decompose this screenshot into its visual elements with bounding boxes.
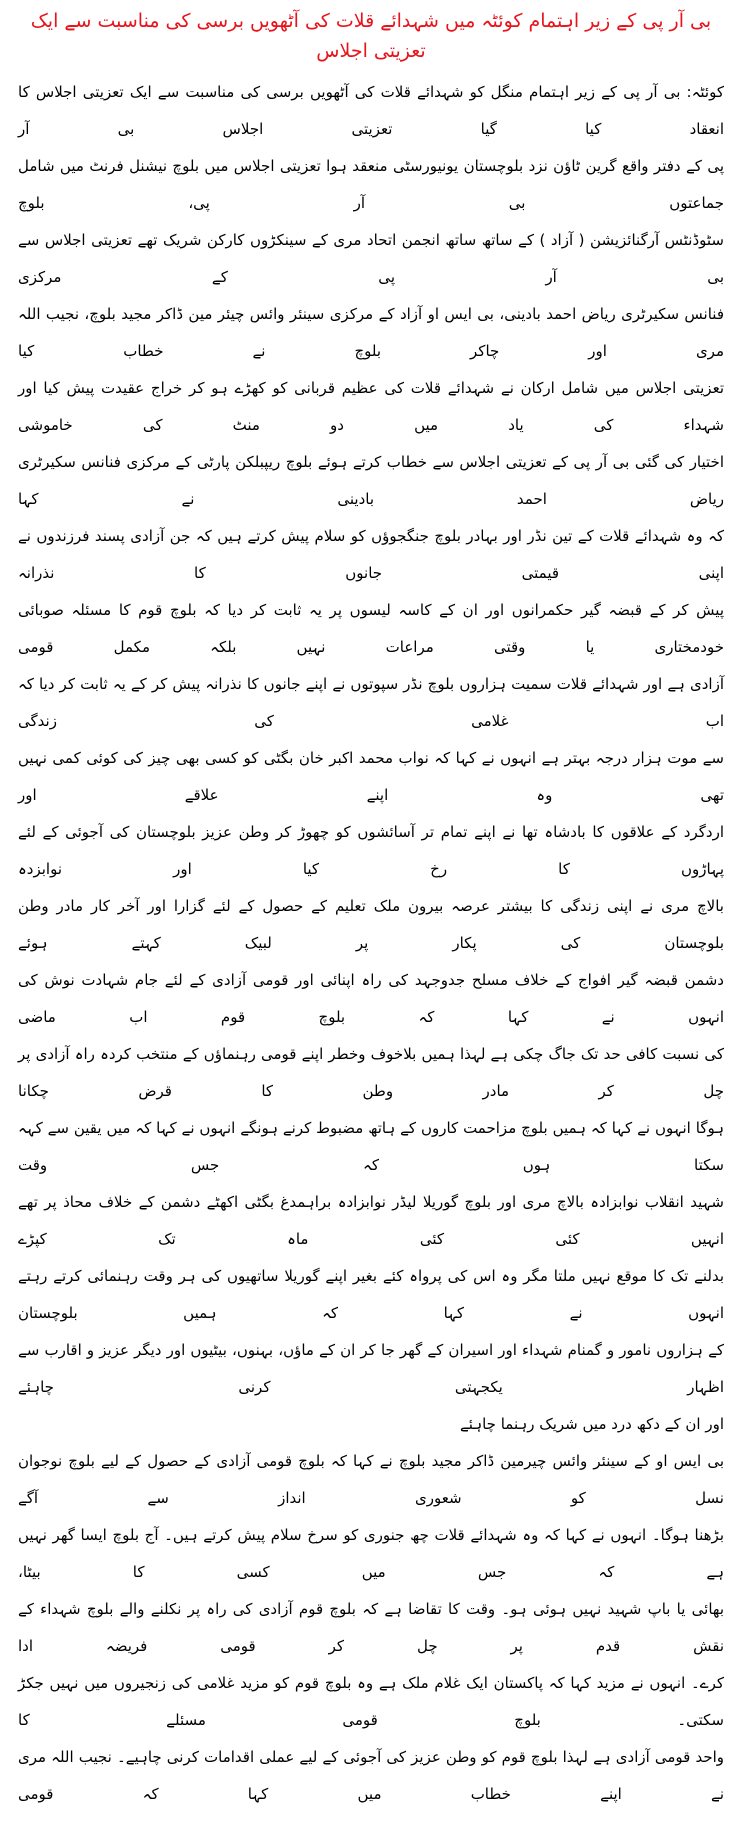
body-line: سٹوڈنٹس آرگنائزیشن ( آزاد ) کے ساتھ ساتھ انجمن اتحاد مری کے سینکڑوں کارکن شریک تھے تعزیتی اجلاس سے بی آر پی کے مرکزی — [18, 231, 724, 286]
body-line: بی ایس او کے سینئر وائس چیرمین ڈاکر مجید بلوچ نے کہا کہ بلوچ قومی آزادی کے حصول کے لیے بلوچ نوجوان نسل کو شعوری انداز سے آگے — [18, 1452, 724, 1507]
body-line: بڑھنا ہوگا۔ انہوں نے کہا کہ وہ شہدائے قلات چھ جنوری کو سرخ سلام پیش کرتے ہیں۔ آج بلوچ ایسا گھر نہیں ہے کہ جس میں کسی کا بیٹا، — [18, 1526, 724, 1581]
body-line: بالاچ مری نے اپنی زندگی کا بیشتر عرصہ بیرون ملک تعلیم کے حصول کے لئے گزارا اور آخر کار مادر وطن بلوچستان کی پکار پر لبیک کہتے ہوئے — [18, 897, 724, 952]
body-line: کوئٹہ: بی آر پی کے زیر اہتمام منگل کو شہدائے قلات کی آٹھویں برسی کی مناسبت سے ایک تعزیتی اجلاس کا انعقاد کیا گیا تعزیتی اجلاس بی آر — [18, 83, 724, 138]
body-line: کی نسبت کافی حد تک جاگ چکی ہے لہذا ہمیں بلاخوف وخطر اپنے قومی رہنماؤں کے منتخب کردہ راہ آزادی پر چل کر مادر وطن کا قرض چکانا — [18, 1045, 724, 1100]
body-line: اردگرد کے علاقوں کا بادشاہ تھا نے اپنے تمام تر آسائشوں کو چھوڑ کر وطن عزیز بلوچستان کی آجوئی کے لئے پہاڑوں کا رخ کیا اور نوابزدہ — [18, 823, 724, 878]
body-line: پی کے دفتر واقع گرین ٹاؤن نزد بلوچستان یونیورسٹی منعقد ہوا تعزیتی اجلاس میں بلوچ نیشنل فرنٹ میں شامل جماعتوں بی آر پی، بلوچ — [18, 157, 724, 212]
body-line: سے موت ہزار درجہ بہتر ہے انہوں نے کہا کہ نواب محمد اکبر خان بگٹی کو کسی بھی چیز کی کوئی کمی نہیں تھی وہ اپنے علاقے اور — [18, 749, 724, 804]
body-line: کرے۔ انہوں نے مزید کہا کہ پاکستان ایک غلام ملک ہے وہ بلوچ قوم کو مزید غلامی کی زنجیروں میں نہیں جکڑ سکتی۔ بلوچ قومی مسئلے کا — [18, 1674, 724, 1729]
body-line: بھائی یا باپ شہید نہیں ہوئی ہو۔ وقت کا تقاضا ہے کہ بلوچ قوم آزادی کی راہ پر نکلنے والے بلوچ شہداء کے نقش قدم پر چل کر قومی فریضہ ادا — [18, 1600, 725, 1655]
body-line: فنانس سکیرٹری ریاض احمد بادینی، بی ایس او آزاد کے مرکزی سینئر وائس چیئر مین ڈاکر مجید بلوچ، نجیب اللہ مری اور چاکر بلوچ نے خطاب کیا — [18, 305, 724, 360]
article-title: بی آر پی کے زیر اہتمام کوئٹہ میں شہدائے قلات کی آٹھویں برسی کی مناسبت سے ایک تعزیتی اجلاس — [30, 10, 712, 62]
body-line: پیش کر کے قبضہ گیر حکمرانوں اور ان کے کاسہ لیسوں پر یہ ثابت کر دیا کہ بلوچ قوم کا مسئلہ صوبائی خودمختاری یا وقتی مراعات نہیں بلکہ مکمل قومی — [18, 601, 724, 656]
body-line: بدلنے تک کا موقع نہیں ملتا مگر وہ اس کی پرواہ کئے بغیر اپنے گوریلا ساتھیوں کی ہر وقت رہنمائی کرتے رہتے انہوں نے کہا کہ ہمیں بلوچستان — [18, 1267, 724, 1322]
body-line: آزادی ہے اور شہدائے قلات سمیت ہزاروں بلوچ نڈر سپوتوں نے اپنے جانوں کا نذرانہ پیش کر کے یہ ثابت کر دیا کہ اب غلامی کی زندگی — [18, 675, 724, 730]
body-line: دشمن قبضہ گیر افواج کے خلاف مسلح جدوجہد کی راہ اپنائی اور قومی آزادی کے لئے جام شہادت نوش کی انہوں نے کہا کہ بلوچ قوم اب ماضی — [18, 971, 724, 1026]
body-line: اور ان کے دکھ درد میں شریک رہنما چاہئے — [460, 1415, 724, 1433]
body-line: ہوگا انہوں نے کہا کہ ہمیں بلوچ مزاحمت کاروں کے ہاتھ مضبوط کرنے ہونگے انہوں نے کہا کہ میں یقین سے کہہ سکتا ہوں کہ جس وقت — [18, 1119, 724, 1174]
body-line: کہ وہ شہدائے قلات کے تین نڈر اور بہادر بلوچ جنگجوؤں کو سلام پیش کرتے ہیں کہ جن آزادی پسند فرزندوں نے اپنی قیمتی جانوں کا نذرانہ — [18, 527, 724, 582]
body-line: شہید انقلاب نوابزادہ بالاچ مری اور بلوچ گوریلا لیڈر نوابزادہ براہمدغ بگٹی اکھٹے دشمن کے خلاف محاذ پر تھے انہیں کئی کئی ماہ تک کپڑے — [18, 1193, 724, 1248]
body-line: تعزیتی اجلاس میں شامل ارکان نے شہدائے قلات کی عظیم قربانی کو کھڑے ہو کر خراج عقیدت پیش کیا اور شہداء کی یاد میں دو منٹ کی خاموشی — [18, 379, 724, 434]
body-line: اختیار کی گئی بی آر پی کے تعزیتی اجلاس سے خطاب کرتے ہوئے بلوچ ریپبلکن پارٹی کے مرکزی فنانس سکیرٹری ریاض احمد بادینی نے کہا — [18, 453, 724, 508]
body-line: کے ہزاروں نامور و گمنام شہداء اور اسیران کے گھر جا کر ان کے ماؤں، بہنوں، بیٹیوں اور دیگر عزیز و اقارب سے اظہار یکجہتی کرنی چاہئے — [18, 1341, 724, 1396]
body-line: واحد قومی آزادی ہے لہذا بلوچ قوم کو وطن عزیز کی آجوئی کے لیے عملی اقدامات کرنی چاہیے۔ نجیب اللہ مری نے اپنے خطاب میں کہا کہ قومی — [18, 1748, 724, 1803]
